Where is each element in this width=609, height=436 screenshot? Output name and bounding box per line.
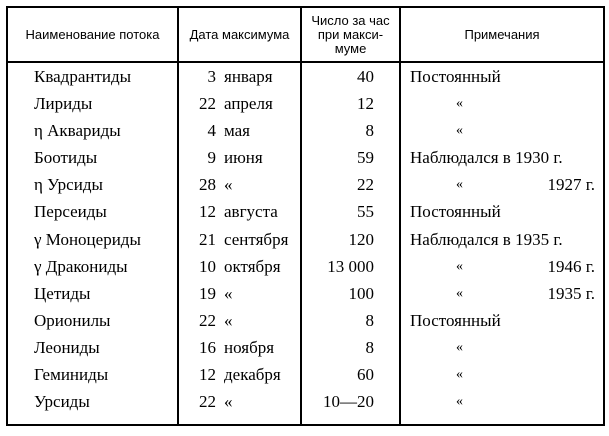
max-day: 4	[207, 121, 216, 141]
note-ditto-mark: «	[456, 367, 463, 383]
hourly-rate: 55	[357, 202, 374, 222]
note-ditto-mark: «	[456, 285, 463, 301]
shower-name: γ Дракониды	[34, 256, 128, 276]
max-month: апреля	[224, 94, 273, 114]
shower-name: Персеиды	[34, 202, 107, 222]
shower-name: Квадрантиды	[34, 67, 132, 86]
hourly-rate: 22	[357, 175, 374, 195]
table-row	[0, 388, 609, 415]
shower-name: Урсиды	[34, 392, 90, 412]
hourly-rate: 10—20	[323, 392, 374, 412]
hourly-rate: 60	[357, 365, 374, 385]
max-month: декабря	[224, 365, 281, 385]
hourly-rate: 59	[357, 148, 374, 168]
table-row	[0, 117, 609, 144]
table-row	[0, 144, 609, 171]
table-row	[0, 334, 609, 361]
note-text: Наблюдался в 1935 г.	[410, 229, 563, 249]
note-ditto-mark: «	[456, 394, 463, 410]
max-day: 16	[199, 337, 216, 357]
note-ditto-mark: «	[456, 339, 463, 355]
max-day: 12	[199, 365, 216, 385]
table-row	[0, 198, 609, 225]
note-text: Постоянный	[410, 202, 501, 222]
note-text: Постоянный	[410, 310, 501, 330]
note-year: 1935 г.	[547, 283, 595, 303]
shower-name: Леониды	[34, 337, 100, 357]
max-month: августа	[224, 202, 278, 222]
max-month: июня	[224, 148, 263, 168]
table-row	[0, 171, 609, 198]
table-row	[0, 307, 609, 334]
max-day: 19	[199, 283, 216, 303]
max-month: января	[224, 67, 273, 86]
hourly-rate: 12	[357, 94, 374, 114]
table-row	[0, 63, 609, 90]
table-row	[0, 253, 609, 280]
table-row	[0, 90, 609, 117]
max-day: 22	[199, 310, 216, 330]
table-row	[0, 280, 609, 307]
shower-name: Геминиды	[34, 365, 109, 385]
header-date: Дата максимума	[189, 26, 290, 42]
hourly-rate: 13 000	[327, 256, 374, 276]
max-day: 22	[199, 94, 216, 114]
max-month: «	[224, 310, 233, 330]
shower-name: Орионилы	[34, 310, 111, 330]
shower-name: γ Моноцериды	[34, 229, 141, 249]
note-ditto-mark: «	[456, 96, 463, 112]
note-ditto-mark: «	[456, 177, 463, 193]
note-ditto-mark: «	[456, 123, 463, 139]
note-ditto-mark: «	[456, 258, 463, 274]
hourly-rate: 40	[357, 67, 374, 86]
shower-name: Боотиды	[34, 148, 98, 168]
max-day: 3	[207, 67, 216, 86]
header-name: Наименование потока	[25, 26, 160, 42]
max-month: «	[224, 392, 233, 412]
max-month: мая	[224, 121, 251, 141]
max-day: 21	[199, 229, 216, 249]
shower-name: Цетиды	[34, 283, 91, 303]
max-day: 22	[199, 392, 216, 412]
note-text: Наблюдался в 1930 г.	[410, 148, 563, 168]
header-rate-line-1: Число за час	[311, 12, 390, 28]
max-day: 12	[199, 202, 216, 222]
max-day: 28	[199, 175, 216, 195]
max-month: сентября	[224, 229, 289, 249]
max-month: октября	[224, 256, 281, 276]
header-notes: Примечания	[464, 26, 540, 42]
max-month: ноября	[224, 337, 275, 357]
hourly-rate: 8	[365, 121, 374, 141]
note-year: 1927 г.	[547, 175, 595, 195]
table-row	[0, 226, 609, 253]
note-year: 1946 г.	[547, 256, 595, 276]
header-rate	[302, 8, 399, 61]
table-border-bottom	[6, 424, 605, 426]
table-row	[0, 361, 609, 388]
header-rate-line-3: муме	[334, 40, 367, 56]
shower-name: η Аквариды	[34, 121, 121, 141]
hourly-rate: 100	[348, 283, 374, 303]
hourly-rate: 8	[365, 337, 374, 357]
max-month: «	[224, 283, 233, 303]
max-month: «	[224, 175, 233, 195]
max-day: 10	[199, 256, 216, 276]
shower-name: η Урсиды	[34, 175, 103, 195]
table-body	[0, 63, 609, 415]
hourly-rate: 120	[348, 229, 374, 249]
header-rate-line-2: при макси-	[317, 26, 384, 42]
note-text: Постоянный	[410, 67, 501, 86]
max-day: 9	[207, 148, 216, 168]
shower-name: Лириды	[34, 94, 93, 114]
hourly-rate: 8	[365, 310, 374, 330]
